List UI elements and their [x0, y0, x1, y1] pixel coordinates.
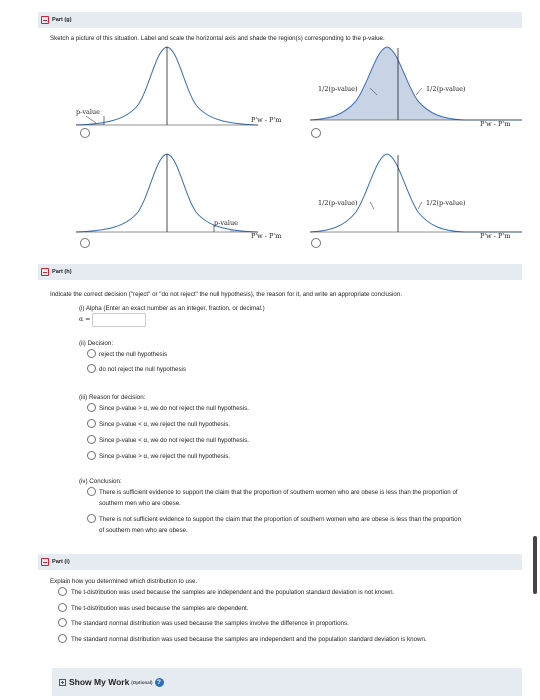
scrollbar-thumb[interactable] [533, 536, 537, 594]
label-pointer [86, 116, 96, 123]
reason-radio-4[interactable] [87, 451, 96, 460]
part-i-instruction: Explain how you determined which distribution to use. [50, 578, 198, 585]
distribution-option-2[interactable]: The t-distribution was used because the samples are dependent. [71, 605, 249, 612]
right-pointer [416, 88, 422, 95]
reason-radio-2[interactable] [87, 419, 96, 428]
graph-option-1 [76, 45, 286, 135]
distribution-radio-4[interactable] [58, 634, 67, 643]
decision-radio-reject[interactable] [87, 349, 96, 358]
part-h-header[interactable] [38, 264, 522, 280]
distribution-radio-3[interactable] [58, 618, 67, 627]
reason-radio-1[interactable] [87, 403, 96, 412]
p-value-label: p-value [76, 108, 101, 116]
graph-option-2 [310, 45, 522, 135]
left-half-label: 1/2(p-value) [318, 199, 358, 207]
right-half-label: 1/2(p-value) [426, 199, 466, 207]
decision-option-reject[interactable]: reject the null hypothesis [99, 351, 168, 358]
part-i-header[interactable] [38, 554, 522, 570]
show-my-work-panel[interactable] [52, 668, 522, 696]
optional-label: (Optional) [131, 679, 153, 685]
reason-radio-3[interactable] [87, 435, 96, 444]
expand-icon[interactable] [59, 679, 66, 686]
graph-option-3-radio[interactable] [80, 238, 90, 248]
left-half-label: 1/2(p-value) [318, 85, 358, 93]
reason-option-3[interactable]: Since p-value < α, we do not reject the null hypothesis. [99, 437, 249, 444]
show-my-work-title[interactable]: Show My Work [69, 677, 130, 687]
reason-option-2[interactable]: Since p-value < α, we reject the null hypothesis. [99, 421, 231, 428]
conclusion-label: (iv) Conclusion: [79, 478, 122, 485]
graph-option-3 [76, 152, 286, 242]
distribution-option-4[interactable]: The standard normal distribution was used because the samples are independent and the population standard deviation is known. [71, 636, 427, 643]
conclusion-radio-1[interactable] [87, 487, 96, 496]
decision-radio-not-reject[interactable] [87, 364, 96, 373]
right-pointer [418, 202, 422, 209]
distribution-option-3[interactable]: The standard normal distribution was used because the samples involve the difference in proportions. [71, 620, 349, 627]
axis-label: P'w - P'm [480, 232, 511, 240]
decision-label: (ii) Decision: [79, 340, 114, 347]
axis-label: P'w - P'm [251, 232, 282, 240]
help-icon[interactable]: ? [155, 678, 164, 687]
distribution-option-1[interactable]: The t-distribution was used because the samples are independent and the population standard deviation is not known. [71, 589, 395, 596]
alpha-input[interactable] [92, 313, 146, 327]
alpha-label: (i) Alpha (Enter an exact number as an integer, fraction, or decimal.) [79, 305, 265, 312]
right-half-label: 1/2(p-value) [426, 85, 466, 93]
graph-option-4 [310, 152, 522, 242]
left-pointer [370, 202, 374, 209]
conclusion-option-1-line1[interactable]: There is sufficient evidence to support the claim that the proportion of southern women who are obese is less than the proportion of [99, 489, 458, 496]
graph-option-1-radio[interactable] [80, 128, 90, 138]
conclusion-radio-2[interactable] [87, 514, 96, 523]
collapse-icon[interactable] [41, 268, 49, 276]
part-i-title: Part (i) [52, 559, 70, 565]
part-g-header[interactable] [38, 12, 522, 28]
part-g-title: Part (g) [52, 17, 72, 23]
reason-option-1[interactable]: Since p-value > α, we do not reject the null hypothesis. [99, 405, 249, 412]
conclusion-option-1-line2[interactable]: southern men who are obese. [99, 500, 181, 507]
part-h-instruction: Indicate the correct decision ("reject" or "do not reject" the null hypothesis), the reason for it, and write an appropriate conclusion. [50, 291, 403, 298]
graph-option-2-radio[interactable] [311, 128, 321, 138]
collapse-icon[interactable] [41, 558, 49, 566]
part-h-title: Part (h) [52, 269, 72, 275]
shaded-region [310, 47, 464, 120]
p-value-label: p-value [214, 219, 239, 227]
collapse-icon[interactable] [41, 16, 49, 24]
conclusion-option-2-line1[interactable]: There is not sufficient evidence to support the claim that the proportion of southern women who are obese is less than the proportion [99, 516, 462, 523]
alpha-symbol: α = [79, 316, 91, 323]
distribution-radio-2[interactable] [58, 603, 67, 612]
graph-option-4-radio[interactable] [311, 238, 321, 248]
part-g-instruction: Sketch a picture of this situation. Label and scale the horizontal axis and shade the region(s) corresponding to the p-value. [50, 35, 385, 42]
conclusion-option-2-line2[interactable]: of southern men who are obese. [99, 527, 188, 534]
decision-option-not-reject[interactable]: do not reject the null hypothesis [99, 366, 187, 373]
reason-option-4[interactable]: Since p-value > α, we reject the null hypothesis. [99, 453, 231, 460]
reason-label: (iii) Reason for decision: [79, 394, 146, 401]
normal-curve [310, 154, 522, 232]
axis-label: P'w - P'm [480, 120, 511, 128]
axis-label: P'w - P'm [251, 116, 282, 124]
distribution-radio-1[interactable] [58, 587, 67, 596]
